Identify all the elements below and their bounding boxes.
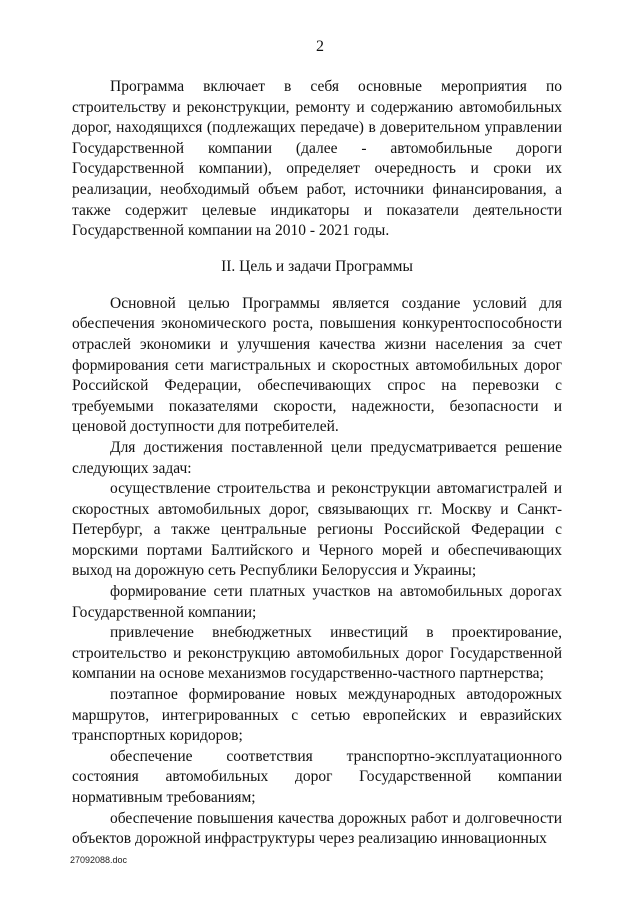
document-body <box>72 77 562 850</box>
goal-paragraph: Основной целью Программы является создание условий для обеспечения экономического роста, повышения конкурентоспособности отраслей экономики и улучшения качества жизни населения за счет формирования сети магистральных и скоростных автомобильных дорог Российской Федерации, обеспечивающих спрос на перевозки с требуемыми показателями скорости, надежности, безопасности и ценовой доступности для потребителей. <box>72 294 562 436</box>
task-item: обеспечение соответствия транспортно-эксплуатационного состояния автомобильных дорог Государственной компании нормативным требованиям; <box>72 747 562 806</box>
task-item: обеспечение повышения качества дорожных работ и долговечности объектов дорожной инфраструктуры через реализацию инновационных <box>72 809 562 848</box>
task-item: привлечение внебюджетных инвестиций в проектирование, строительство и реконструкцию автомобильных дорог Государственной компании на основе механизмов государственно-частного партнерства; <box>72 624 562 683</box>
task-item: поэтапное формирование новых международных автодорожных маршрутов, интегрированных с сетью европейских и евразийских транспортных коридоров; <box>72 686 562 745</box>
intro-paragraph: Программа включает в себя основные мероприятия по строительству и реконструкции, ремонту и содержанию автомобильных дорог, находящихся (подлежащих передаче) в доверительном управлении Государственной компании (далее - автомобильные дороги Государственной компании), определяет очередность и сроки их реализации, необходимый объем работ, источники финансирования, а также содержит целевые индикаторы и показатели деятельности Государственной компании на 2010 - 2021 годы. <box>72 78 562 240</box>
task-item: формирование сети платных участков на автомобильных дорогах Государственной компании; <box>72 583 562 621</box>
task-item: осуществление строительства и реконструкции автомагистралей и скоростных автомобильных дорог, связывающих гг. Москву и Санкт-Петербург, а также центральные регионы Российской Федерации с морскими портами Балтийского и Черного морей и обеспечивающих выход на дорожную сеть Республики Белоруссия и Украины; <box>72 480 562 580</box>
tasks-intro-paragraph: Для достижения поставленной цели предусматривается решение следующих задач: <box>72 438 562 477</box>
page-number: 2 <box>316 38 324 55</box>
footer-filename: 27092088.doc <box>70 855 128 865</box>
section-heading: II. Цель и задачи Программы <box>221 257 413 275</box>
